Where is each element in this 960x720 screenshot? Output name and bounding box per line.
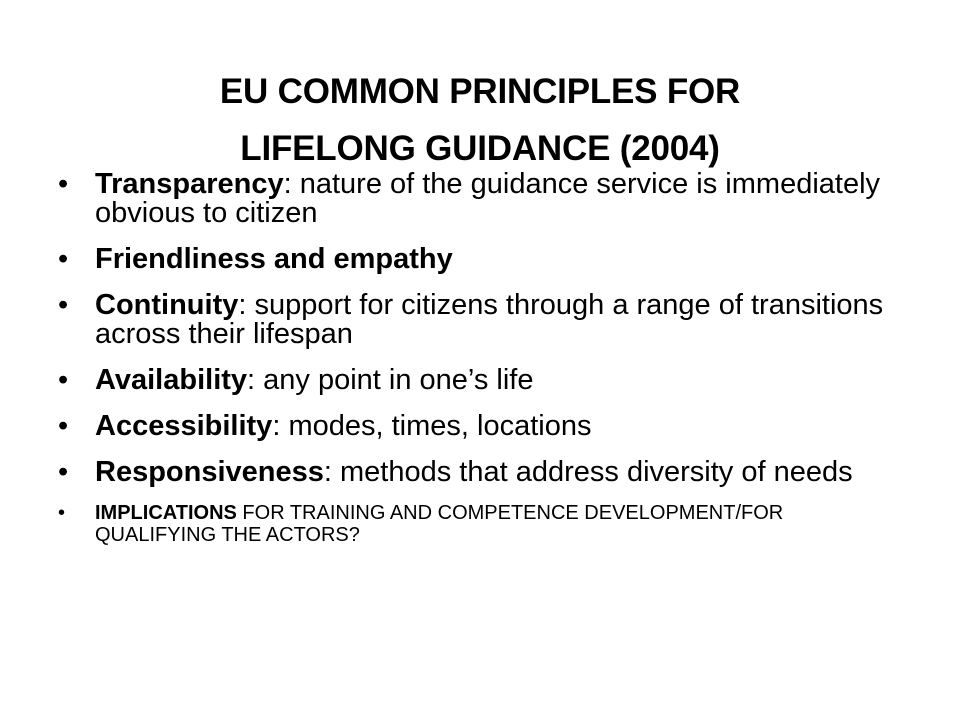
bullet-dot-icon: • (58, 456, 69, 488)
bullet-term: IMPLICATIONS (95, 502, 237, 524)
bullet-dot-icon: • (58, 502, 66, 524)
bullet-text: : support for citizens through a range of transitions across their lifespan (95, 289, 884, 350)
bullet-text: FOR TRAINING AND COMPETENCE DEVELOPMENT/FOR QUALIFYING THE ACTORS? (95, 502, 784, 546)
bullet-dot-icon: • (58, 410, 69, 442)
bullet-text: : methods that address diversity of needs (323, 456, 853, 488)
bullet-dot-icon: • (58, 243, 69, 275)
bullet-term: Friendliness and empathy (95, 243, 453, 275)
slide-title (60, 63, 900, 177)
bullet-dot-icon: • (58, 289, 69, 321)
bullet-list (58, 170, 908, 563)
bullet-item-responsiveness (58, 458, 908, 487)
bullet-item-transparency (58, 170, 908, 228)
bullet-text: : modes, times, locations (272, 410, 592, 442)
bullet-dot-icon: • (58, 168, 69, 200)
bullet-term: Transparency (95, 168, 284, 200)
bullet-item-friendliness (58, 245, 908, 274)
bullet-dot-icon: • (58, 364, 69, 396)
bullet-term: Responsiveness (95, 456, 324, 488)
bullet-item-implications (58, 502, 908, 546)
bullet-text: : any point in one’s life (247, 364, 534, 396)
bullet-item-availability (58, 366, 908, 395)
bullet-text: : nature of the guidance service is immediately obvious to citizen (95, 168, 881, 229)
bullet-term: Accessibility (95, 410, 273, 442)
bullet-item-continuity (58, 291, 908, 349)
slide-title-line-2: LIFELONG GUIDANCE (2004) (240, 129, 720, 169)
slide-title-line-1: EU COMMON PRINCIPLES FOR (219, 72, 741, 112)
bullet-term: Availability (95, 364, 248, 396)
bullet-term: Continuity (95, 289, 239, 321)
bullet-item-accessibility (58, 412, 908, 441)
